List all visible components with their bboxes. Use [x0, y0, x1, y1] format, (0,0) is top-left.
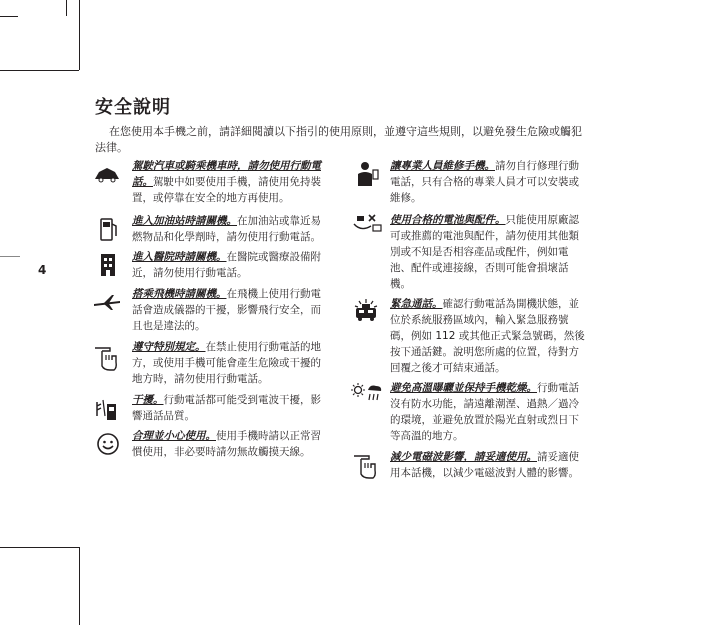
item-heading: 合理並小心使用。: [132, 430, 216, 442]
smiley-icon: [96, 432, 120, 456]
item-body: 在禁止使用行動電話的地方，或使用手機可能會產生危險或干擾的地方時，請勿使用行動電話。: [132, 341, 321, 385]
item-body: 使用手機時請以正常習慣使用，非必要時請勿無故觸摸天線。: [132, 430, 321, 458]
item-body: 行動電話沒有防水功能，請遠離潮溼、過熱／過冷的環境，並避免放置於陽光直射或烈日下等高溫的地方。: [390, 382, 579, 442]
item-body: 在醫院或醫療設備附近，請勿使用行動電話。: [132, 251, 321, 279]
trim-line-vertical-lower: [79, 547, 80, 625]
list-item: [390, 380, 586, 444]
trim-line-horizontal: [0, 70, 79, 71]
item-heading: 駕駛汽車或騎乘機車時，請勿使用行動電話。: [132, 160, 321, 188]
list-item: [390, 449, 586, 481]
bleed-line-left: [66, 0, 67, 16]
item-heading: 遵守特別規定。: [132, 341, 206, 353]
hand-pointing-icon: [92, 344, 120, 372]
item-body: 駕駛中如要使用手機，請使用免持裝置，或停靠在安全的地方再使用。: [132, 176, 321, 204]
page-number: 4: [38, 263, 47, 277]
item-body: 請妥適使用本話機，以減少電磁波對人體的影響。: [390, 451, 579, 479]
list-item: [132, 213, 328, 245]
trim-line-horizontal-lower: [0, 547, 79, 548]
item-heading: 緊急通話。: [390, 298, 443, 310]
car-icon: [93, 164, 121, 184]
intro-paragraph: 在您使用本手機之前，請詳細閱讀以下指引的使用原則，並遵守這些規則，以避免發生危險或觸犯法律。: [95, 125, 582, 154]
item-heading: 讓專業人員維修手機。: [390, 160, 495, 172]
list-item: [390, 212, 586, 292]
item-body: 確認行動電話為開機狀態，並位於系統服務區域內，輸入緊急服務號碼，例如 112 或其他正式緊急號碼，然後按下通話鍵。說明您所處的位置，待對方回覆之後才可結束通話。: [390, 298, 585, 374]
hand-pointing-icon: [351, 452, 379, 480]
item-heading: 進入醫院時請關機。: [132, 251, 227, 263]
list-item: [390, 158, 586, 206]
trim-line-vertical: [79, 0, 80, 70]
interference-icon: [94, 396, 120, 422]
sun-rain-icon: [350, 382, 384, 404]
item-heading: 減少電磁波影響，請妥適使用。: [390, 451, 537, 463]
fold-line: [0, 256, 20, 257]
item-body: 請勿自行修理行動電話，只有合格的專業人員才可以安裝或維修。: [390, 160, 579, 204]
list-item: [132, 428, 328, 460]
list-item: [132, 339, 328, 387]
battery-accessory-icon: [351, 212, 383, 234]
item-body: 在加油站或靠近易燃物品和化學劑時，請勿使用行動電話。: [132, 215, 321, 243]
fuel-pump-icon: [98, 216, 118, 242]
item-heading: 進入加油站時請關機。: [132, 215, 237, 227]
list-item: [132, 158, 328, 206]
item-heading: 干擾。: [132, 394, 164, 406]
list-item: [132, 249, 328, 281]
item-body: 在飛機上使用行動電話會造成儀器的干擾，影響飛行安全，而且也是違法的。: [132, 288, 321, 332]
item-body: 行動電話都可能受到電波干擾，影響通話品質。: [132, 394, 321, 422]
bleed-line-top: [0, 16, 18, 17]
item-heading: 使用合格的電池與配件。: [390, 214, 506, 226]
service-person-icon: [353, 160, 381, 188]
airplane-icon: [92, 292, 122, 312]
list-item: [132, 286, 328, 334]
item-heading: 搭乘飛機時請關機。: [132, 288, 227, 300]
hospital-icon: [98, 252, 118, 278]
item-heading: 避免高溫曝曬並保持手機乾燥。: [390, 382, 537, 394]
emergency-vehicle-icon: [351, 297, 381, 323]
list-item: [132, 392, 328, 424]
page-title: 安全說明: [95, 97, 171, 118]
list-item: [390, 296, 586, 376]
item-body: 只能使用原廠認可或推薦的電池與配件，請勿使用其他類別或不知是否相容產品或配件，例如電池、配件或連接線，否則可能會損壞話機。: [390, 214, 579, 290]
